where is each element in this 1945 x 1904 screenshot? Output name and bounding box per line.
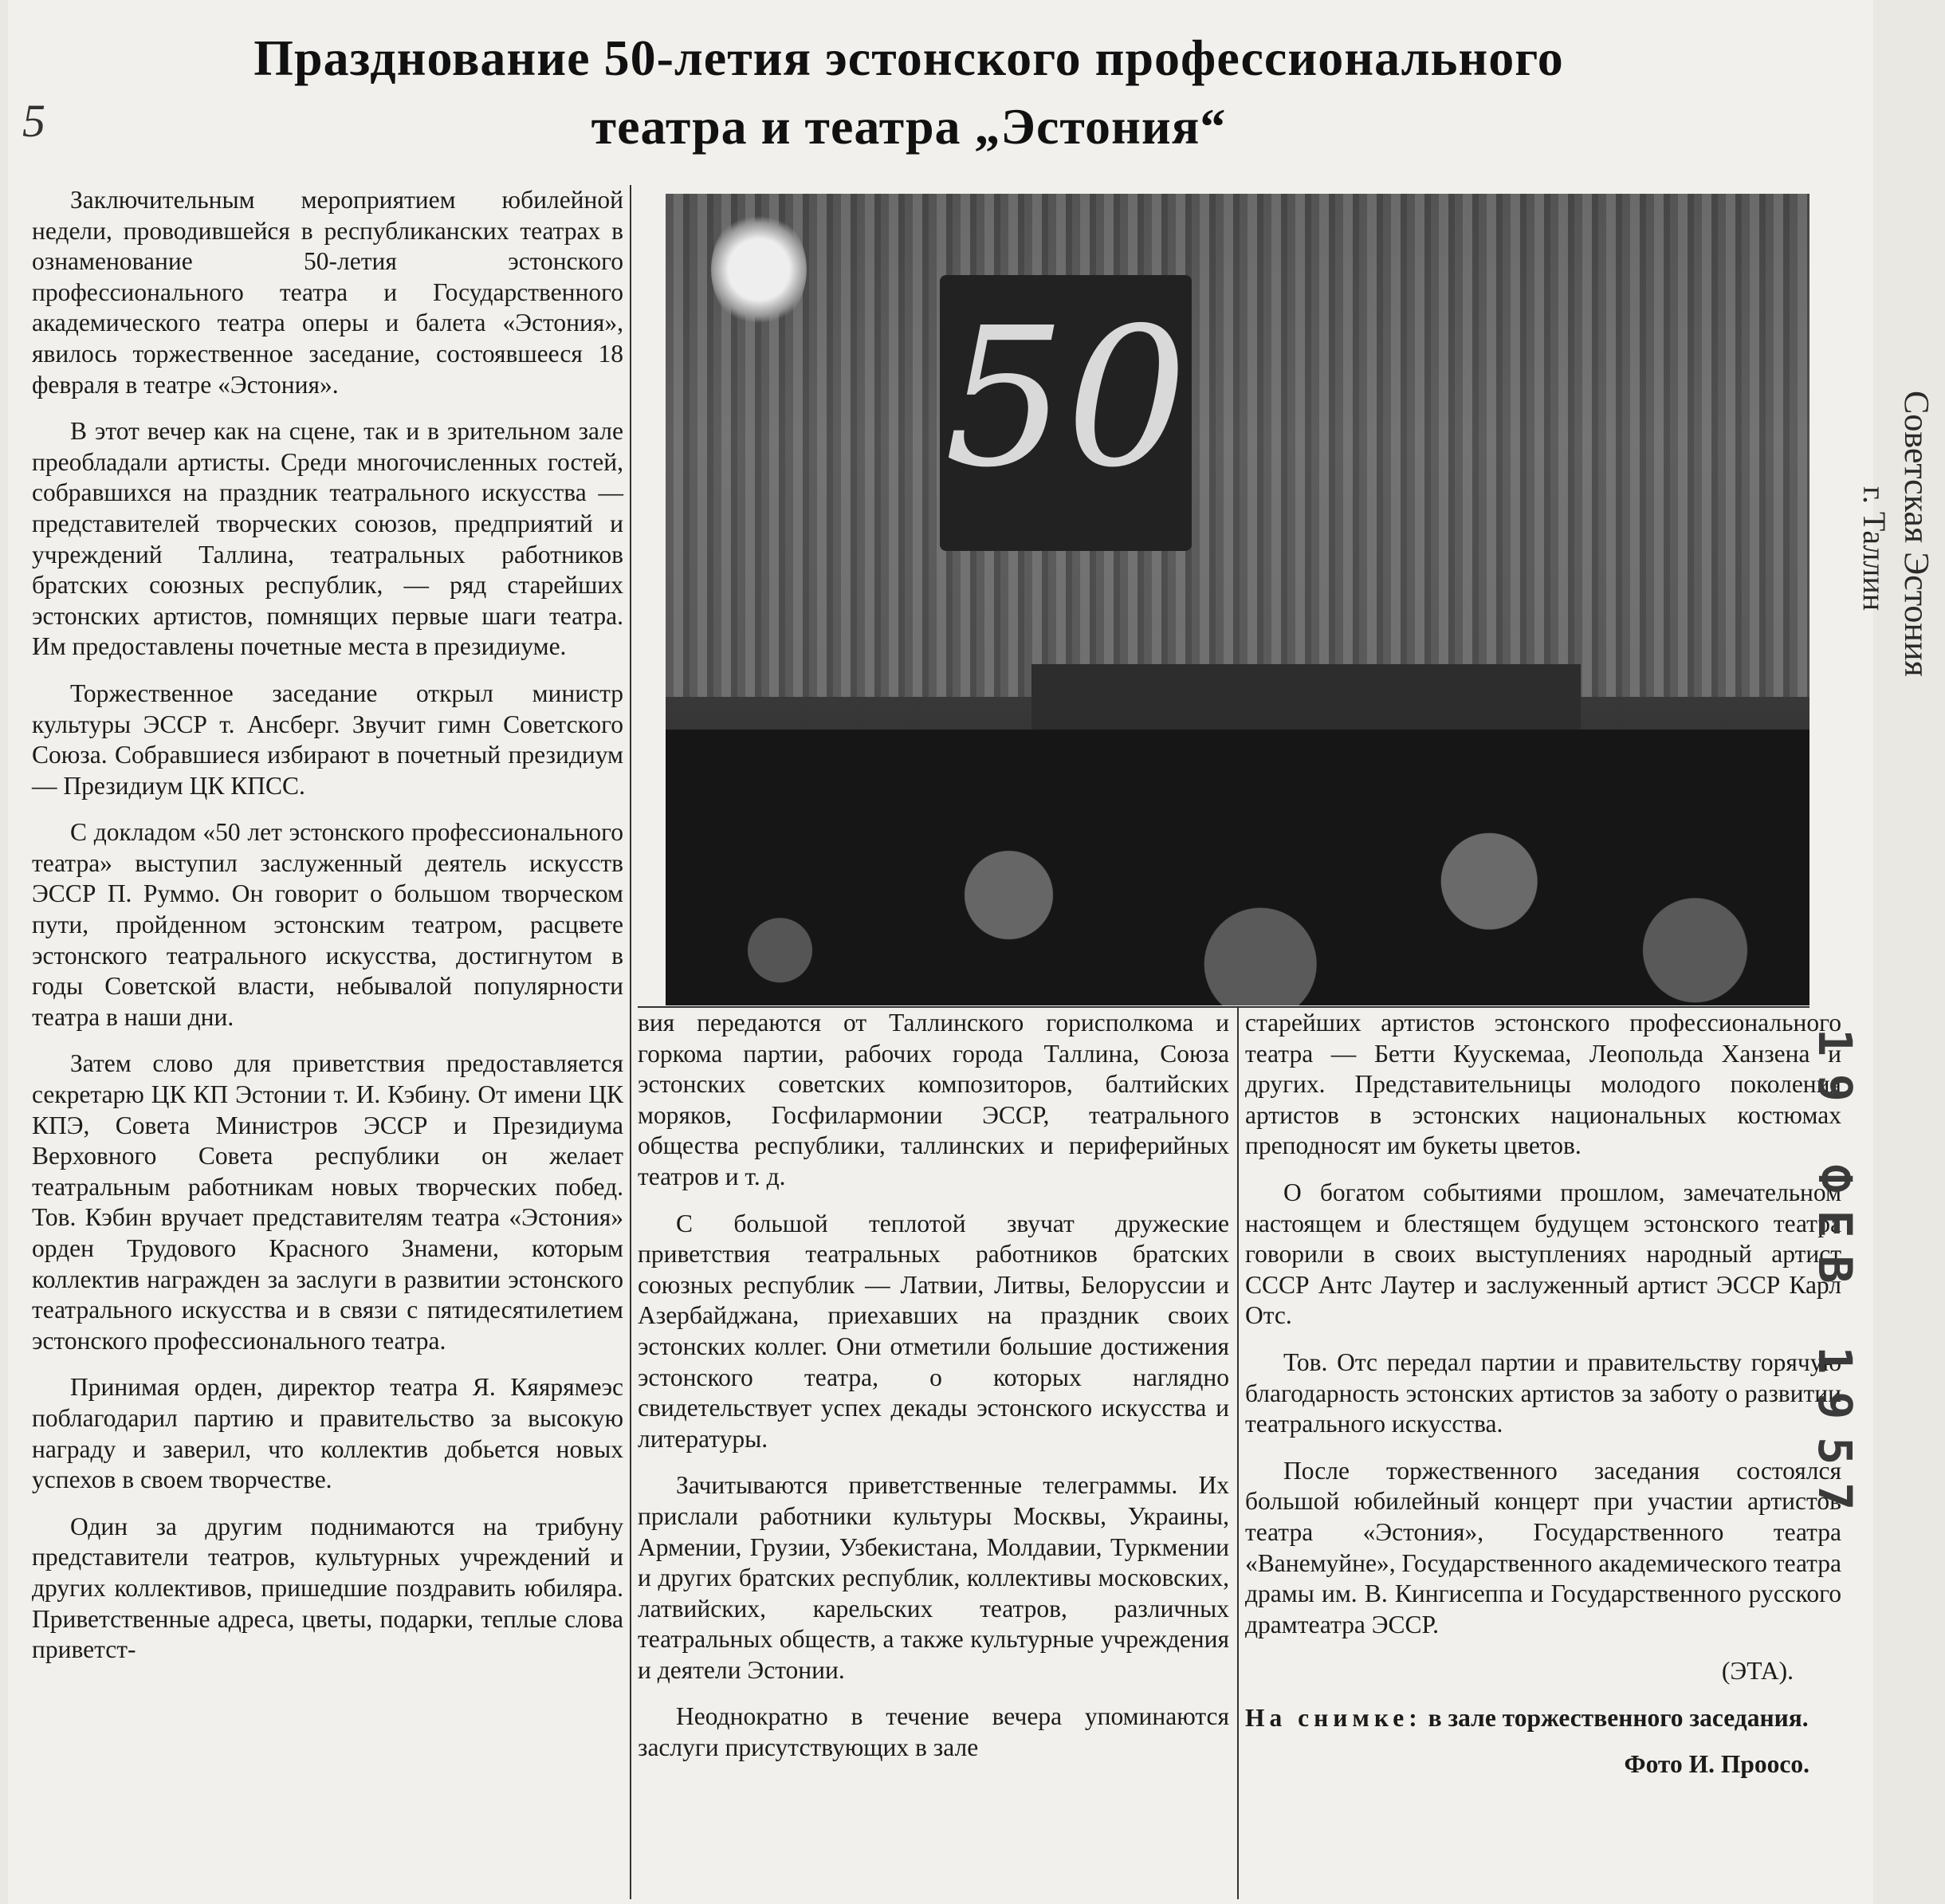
paragraph: В этот вечер как на сцене, так и в зрительном зале преобладали артисты. Среди многочисленных гостей, собравшихся на праздник театрального искусства — представителей творческих союзов, предприятий и учреждений Таллина, театральных работников братских союзных республик, — ряд старейших эстонских артистов, помнящих первые шаги театра. Им предоставлены почетные места в президиуме. [32,417,623,661]
newspaper-name: Советская Эстония [1897,391,1936,677]
paragraph: Торжественное заседание открыл министр культуры ЭССР т. Ансберг. Звучит гимн Советского Союза. Собравшиеся избирают в почетный президиум — Президиум ЦК КПСС. [32,679,623,800]
audience [666,730,1809,1005]
photo-credit: Фото И. Проосо. [1624,1750,1809,1779]
date-stamp: 19 ФЕВ 1957 [1808,1029,1862,1528]
jubilee-emblem [940,275,1192,551]
title-line-1: Празднование 50-летия эстонского профессионального [253,30,1564,86]
emblem-number: 50 [944,285,1188,509]
paragraph: С докладом «50 лет эстонского профессионального театра» выступил заслуженный деятель искусств ЭССР П. Руммо. Он говорит о большом творческом пути, пройденном эстонским театром, расцвете эстонского театрального искусства, достигнутом в годы Советской власти, небывалой популярности театра в наши дни. [32,818,623,1031]
article-column-middle [638,1008,1229,1780]
paragraph: Неоднократно в течение вечера упоминаются заслуги присутствующих в зале [638,1702,1229,1762]
article-title [112,24,1706,161]
caption-text: в зале торжественного заседания. [1428,1703,1809,1732]
paragraph: После торжественного заседания состоялся большой юбилейный концерт при участии артистов театра «Эстония», Государственного театра «Ванемуйне», Государственного академического театра драмы им. В. Кингисеппа и Государственного русского драмтеатра ЭССР. [1245,1456,1841,1638]
paragraph: Затем слово для приветствия предоставляется секретарю ЦК КП Эстонии т. И. Кэбину. От имени ЦК КПЭ, Совета Министров ЭССР и Президиума Верховного Совета республики он желает театральным работникам новых творческих побед. Тов. Кэбин вручает представителям театра «Эстония» орден Трудового Красного Знамени, которым коллектив награжден за заслуги в развитии эстонского театрального искусства и в связи с пятидесятилетием эстонского профессионального театра. [32,1049,623,1355]
article-column-right [1245,1008,1841,1796]
source-annotation [1857,383,1941,861]
photo-bottom-rule [638,1006,1809,1008]
paragraph: Принимая орден, директор театра Я. Кяярямеэс поблагодарил партию и правительство за высокую награду и заверил, что коллектив добьется новых успехов в своем творчестве. [32,1373,623,1494]
title-line-2: театра и театра „Эстония“ [591,98,1227,155]
caption-label: На снимке: [1245,1703,1422,1732]
article-column-left [32,185,623,1682]
article-photo [666,194,1809,1005]
paragraph: Заключительным мероприятием юбилейной недели, проводившейся в республиканских театрах в ознаменование 50-летия эстонского профессионального театра и Государственного академического театра оперы и балета «Эстония», явилось торжественное заседание, состоявшееся 18 февраля в театре «Эстония». [32,186,623,399]
paragraph: О богатом событиями прошлом, замечательном настоящем и блестящем будущем эстонского театра говорили в своих выступлениях народный артист СССР Антс Лаутер и заслуженный артист ЭССР Карл Отс. [1245,1178,1841,1330]
stage-lamp [711,210,807,329]
paragraph: старейших артистов эстонского профессионального театра — Бетти Куускемаа, Леопольда Ханзена и других. Представительницы молодого поколения артистов в эстонских национальных костюмах преподносят им букеты цветов. [1245,1009,1841,1160]
paragraph: Тов. Отс передал партии и правительству горячую благодарность эстонских артистов за заботу о развитии театрального искусства. [1245,1347,1841,1438]
paragraph: Один за другим поднимаются на трибуну представители театров, культурных учреждений и других коллективов, пришедшие поздравить юбиляра. Приветственные адреса, цветы, подарки, теплые слова приветст- [32,1512,623,1664]
handwritten-mark: 5 [22,95,45,147]
paragraph: С большой теплотой звучат дружеские приветствия театральных работников братских союзных республик — Латвии, Литвы, Белоруссии и Азербайджана, приехавших на праздник своих эстонских коллег. Они отметили большие достижения эстонского театра, о которых наглядно свидетельствует успех декады эстонского искусства и литературы. [638,1209,1229,1453]
photo-caption [1245,1703,1841,1734]
column-divider [1237,1008,1239,1899]
column-divider [630,185,631,1899]
paragraph: вия передаются от Таллинского горисполкома и горкома партии, рабочих города Таллина, Союза эстонских советских композиторов, балтийских моряков, Госфилармонии ЭССР, театрального общества республики, таллинских и периферийных театров и т. д. [638,1009,1229,1190]
newspaper-clipping [8,0,1873,1904]
stage-curtain [666,194,1809,697]
paragraph: Зачитываются приветственные телеграммы. Их прислали работники культуры Москвы, Украины, Армении, Грузии, Узбекистана, Молдавии, Туркмении и других братских республик, коллективы московских, латвийских, карельских театров, различных театральных обществ, а также культурные учреждения и деятели Эстонии. [638,1471,1229,1684]
newspaper-city: г. Таллин [1857,486,1892,612]
news-agency: (ЭТА). [1721,1657,1794,1686]
